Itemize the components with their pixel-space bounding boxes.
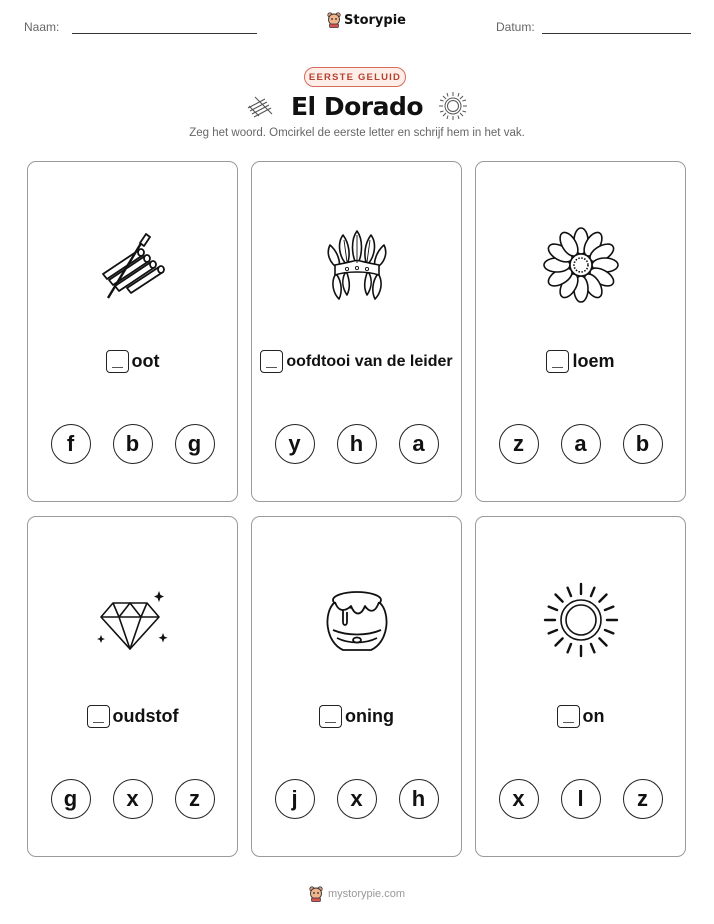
category-badge: EERSTE GELUID <box>304 67 406 87</box>
mascot-icon <box>309 886 323 902</box>
letter-choice[interactable]: x <box>113 779 153 819</box>
page-title: El Dorado <box>290 91 424 121</box>
worksheet-card <box>27 516 238 857</box>
card-picture <box>28 575 237 665</box>
title-row <box>0 90 714 122</box>
letter-choice[interactable]: a <box>399 424 439 464</box>
raft-icon <box>245 94 277 118</box>
card-picture <box>28 220 237 310</box>
word-ending: oot <box>131 351 160 371</box>
word-row <box>476 350 685 373</box>
letter-choice[interactable]: x <box>337 779 377 819</box>
card-picture <box>252 575 461 665</box>
word-ending: loem <box>572 351 615 371</box>
sun-icon <box>540 579 622 661</box>
worksheet-card <box>475 516 686 857</box>
letter-choice[interactable]: g <box>51 779 91 819</box>
answer-box[interactable] <box>260 350 283 373</box>
headdress-icon <box>317 225 397 305</box>
card-picture <box>252 220 461 310</box>
worksheet-card <box>251 516 462 857</box>
mascot-icon <box>327 12 341 28</box>
card-picture <box>476 575 685 665</box>
letter-choice[interactable]: z <box>499 424 539 464</box>
footer-url[interactable]: mystorypie.com <box>327 888 406 900</box>
word-row <box>252 705 461 728</box>
word-ending: oudstof <box>112 706 179 726</box>
letter-choice[interactable]: g <box>175 424 215 464</box>
worksheet-card <box>251 161 462 502</box>
answer-box[interactable] <box>87 705 110 728</box>
letter-choice[interactable]: a <box>561 424 601 464</box>
word-ending: oofdtooi van de leider <box>286 352 453 370</box>
sun-icon <box>437 90 469 122</box>
word-ending: on <box>582 706 605 726</box>
letter-choices <box>28 424 237 464</box>
worksheet-card <box>27 161 238 502</box>
date-line[interactable] <box>542 33 691 34</box>
instructions: Zeg het woord. Omcirkel de eerste letter en schrijf hem in het vak. <box>189 127 525 139</box>
letter-choice[interactable]: l <box>561 779 601 819</box>
answer-box[interactable] <box>106 350 129 373</box>
diamond-icon <box>93 585 173 655</box>
letter-choice[interactable]: z <box>623 779 663 819</box>
letter-choice[interactable]: h <box>337 424 377 464</box>
answer-box[interactable] <box>546 350 569 373</box>
name-label: Naam: <box>24 20 60 34</box>
word-row <box>476 705 685 728</box>
answer-box[interactable] <box>557 705 580 728</box>
raft-icon <box>93 230 173 300</box>
word-ending: oning <box>345 706 394 726</box>
flower-icon <box>541 225 621 305</box>
brand-name: Storypie <box>344 12 406 28</box>
footer <box>0 886 714 902</box>
honey-pot-icon <box>317 580 397 660</box>
word-row <box>252 350 461 373</box>
answer-box[interactable] <box>319 705 342 728</box>
letter-choice[interactable]: f <box>51 424 91 464</box>
card-picture <box>476 220 685 310</box>
letter-choice[interactable]: b <box>623 424 663 464</box>
letter-choice[interactable]: b <box>113 424 153 464</box>
name-line[interactable] <box>72 33 257 34</box>
letter-choices <box>28 779 237 819</box>
letter-choices <box>476 779 685 819</box>
letter-choice[interactable]: j <box>275 779 315 819</box>
word-row <box>28 350 237 373</box>
letter-choice[interactable]: x <box>499 779 539 819</box>
letter-choice[interactable]: y <box>275 424 315 464</box>
word-row <box>28 705 237 728</box>
letter-choice[interactable]: z <box>175 779 215 819</box>
worksheet-card <box>475 161 686 502</box>
brand-logo <box>327 12 406 28</box>
letter-choice[interactable]: h <box>399 779 439 819</box>
letter-choices <box>476 424 685 464</box>
letter-choices <box>252 779 461 819</box>
date-label: Datum: <box>496 20 535 34</box>
letter-choices <box>252 424 461 464</box>
